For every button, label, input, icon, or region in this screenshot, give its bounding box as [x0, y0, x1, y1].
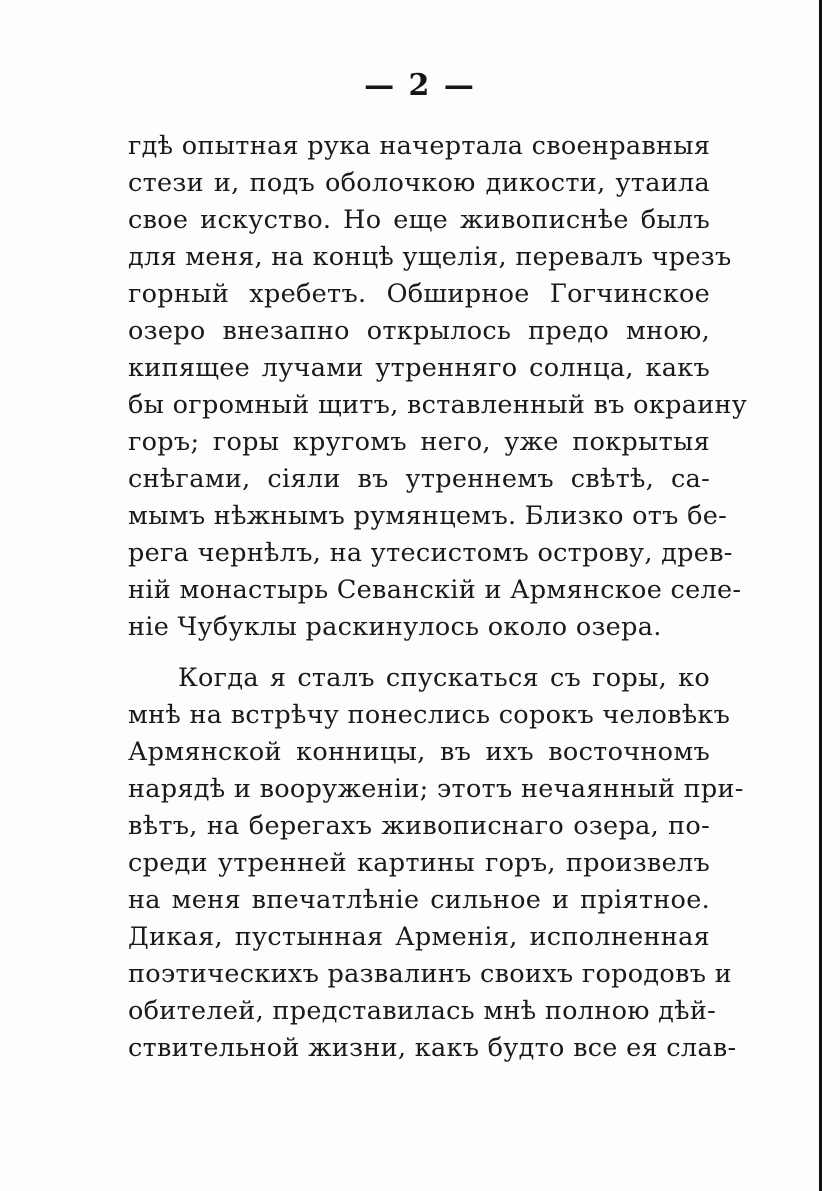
text-line: нарядѣ и вооруженіи; этотъ нечаянный при-: [128, 774, 744, 804]
text-line: гдѣ опытная рука начертала своенравныя: [128, 131, 711, 161]
text-line: обителей, представилась мнѣ полною дѣй-: [128, 996, 717, 1026]
text-line: ніе Чубуклы раскинулось около озера.: [128, 612, 662, 642]
paragraph-1: [128, 128, 748, 646]
body-text: [128, 128, 748, 1067]
text-line: для меня, на концѣ ущелія, перевалъ чрезъ: [128, 242, 732, 272]
text-line: Когда я сталъ спускаться съ горы, ко: [178, 663, 710, 693]
text-line: озеро внезапно открылось предо мною,: [128, 316, 710, 346]
text-line: Армянской конницы, въ ихъ восточномъ: [128, 737, 710, 767]
text-line: мымъ нѣжнымъ румянцемъ. Близко отъ бе-: [128, 501, 728, 531]
text-line: ствительной жизни, какъ будто все ея слав-: [128, 1033, 737, 1063]
paragraph-gap: [128, 646, 710, 660]
text-line: рега чернѣлъ, на утесистомъ острову, древ-: [128, 538, 733, 568]
text-line: горъ; горы кругомъ него, уже покрытыя: [128, 427, 710, 457]
text-line: вѣтъ, на берегахъ живописнаго озера, по-: [128, 811, 710, 841]
page-number: — 2 —: [364, 68, 476, 103]
text-line: мнѣ на встрѣчу понеслись сорокъ человѣкъ: [128, 700, 731, 730]
text-line: ній монастырь Севанскій и Армянское селе-: [128, 575, 742, 605]
text-line: на меня впечатлѣніе сильное и пріятное.: [128, 885, 710, 915]
text-line: кипящее лучами утренняго солнца, какъ: [128, 353, 710, 383]
text-line: снѣгами, сіяли въ утреннемъ свѣтѣ, са-: [128, 464, 710, 494]
text-line: бы огромный щитъ, вставленный въ окраину: [128, 390, 748, 420]
text-line: стези и, подъ оболочкою дикости, утаила: [128, 168, 710, 198]
text-line: Дикая, пустынная Арменія, исполненная: [128, 922, 710, 952]
text-line: свое искуство. Но еще живописнѣе былъ: [128, 205, 710, 235]
paragraph-2: [128, 660, 744, 1067]
text-line: горный хребетъ. Обширное Гогчинское: [128, 279, 710, 309]
page-edge-border: [819, 0, 822, 1191]
text-line: среди утренней картины горъ, произвелъ: [128, 848, 710, 878]
text-line: поэтическихъ развалинъ своихъ городовъ и: [128, 959, 732, 989]
